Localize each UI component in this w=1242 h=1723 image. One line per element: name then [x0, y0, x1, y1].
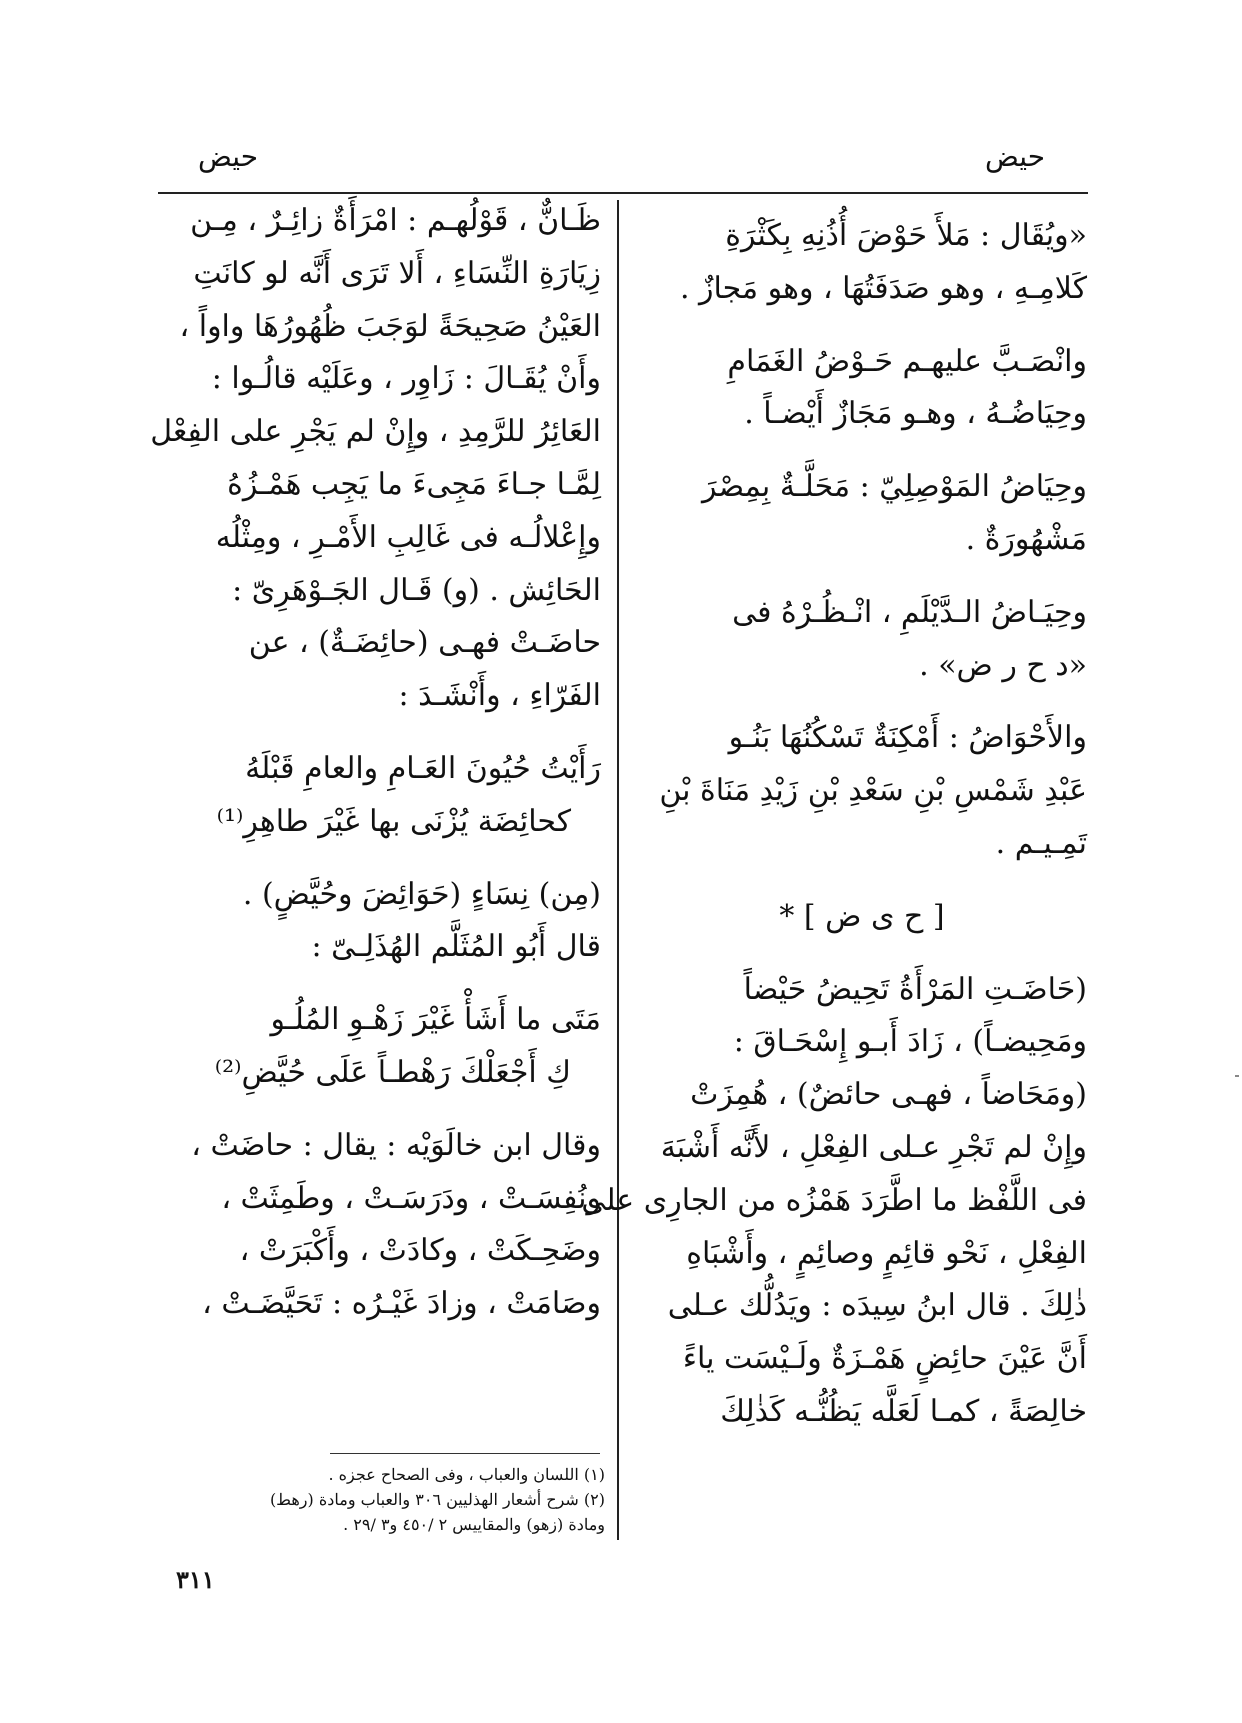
text-line: خالِصَةً ، كمـا لَعَلَّه يَظُنُّـه كَذٰلِكَ	[720, 1393, 1087, 1429]
text-line: ونُفِسَـتْ ، ودَرَسَـتْ ، وطَمِثَتْ ،	[221, 1180, 601, 1216]
text-line: العَائِرُ للرَّمِدِ ، وإِنْ لم يَجْرِ على الفِعْل	[150, 414, 601, 450]
text-line: ومَحِيضـاً) ، زَادَ أَبـو إِسْحَـاقَ :	[733, 1024, 1087, 1060]
text-line: وقال ابن خالَوَيْه : يقال : حاضَتْ ،	[191, 1127, 601, 1163]
page-number: ٣١١	[176, 1565, 215, 1594]
paragraph-gap	[637, 871, 1087, 891]
text-line: الفِعْلِ ، نَحْو قائِمٍ وصائِمٍ ، وأَشْبَاهِ	[686, 1235, 1087, 1271]
paragraph-gap	[146, 1100, 601, 1120]
column-divider	[617, 200, 619, 1540]
right-column	[581, 210, 1087, 1439]
paragraph-gap	[637, 567, 1087, 587]
text-line: ذٰلِكَ . قال ابنُ سِيدَه : ويَدُلُّك عـلى	[667, 1288, 1087, 1324]
text-line: «ويُقَال : مَلأَ حَوْضَ أُذُنِهِ بِكَثْرَةِ	[725, 218, 1087, 253]
footnote: (١) اللسان والعباب ، وفى الصحاح عجزه .	[328, 1465, 605, 1484]
text-line: وإِعْلالُـه فى غَالِبِ الأَمْـرِ ، ومِثْلُه	[215, 519, 601, 555]
verse-line: كِ أَجْعَلْكَ رَهْطـاً عَلَى حُيَّضِ⁽²⁾	[214, 1054, 571, 1090]
footnote: (٢) شرح أشعار الهذليين ٣٠٦ والعباب ومادة (رهط)	[269, 1490, 605, 1509]
text-line: لِمَّـا جـاءَ مَجِىءَ ما يَجِب هَمْـزُهُ	[227, 466, 601, 502]
verse-line: كحائِضَة يُزْنَى بها غَيْرَ طاهِرِ⁽¹⁾	[216, 803, 571, 839]
text-line: (حَاضَـتِ المَرْأَةُ تَحِيضُ حَيْضاً	[743, 971, 1087, 1007]
page-header-right: حيض	[985, 140, 1046, 173]
header-rule	[158, 192, 1088, 194]
text-line: الفَرّاءِ ، وأَنْشَـدَ :	[398, 678, 601, 714]
text-line: حاضَـتْ فهـى (حائِضَـةٌ) ، عن	[248, 625, 601, 661]
text-line: وإِنْ لم تَجْرِ عـلى الفِعْلِ ، لأَنَّه أَشْبَهَ	[660, 1129, 1087, 1165]
text-line: وحِيَـاضُ الـدَّيْلَمِ ، انْـظُـرْهُ فى	[732, 594, 1087, 630]
margin-mark	[1235, 1075, 1239, 1077]
text-line: قال أَبُو المُثَلَّم الهُذَلِـىّ :	[311, 929, 601, 965]
text-line: (مِن) نِسَاءٍ (حَوَائِضَ وحُيَّضٍ) .	[242, 876, 601, 912]
page-header-left: حيض	[198, 140, 259, 173]
paragraph-gap	[637, 692, 1087, 712]
paragraph-gap	[146, 974, 601, 994]
text-line: وانْصَـبَّ عليهـم حَـوْضُ الغَمَامِ	[727, 343, 1087, 379]
text-line: وحِيَاضُ المَوْصِلِيّ : مَحَلَّـةٌ بِمِصْرَ	[702, 469, 1087, 505]
text-line: وصَامَتْ ، وزادَ غَيْـرُه : تَحَيَّضَـتْ ،	[202, 1286, 601, 1322]
verse-line: مَتَى ما أَشَأْ غَيْرَ زَهْـوِ المُلُـو	[270, 1002, 601, 1038]
footnote: ومادة (زهو) والمقاييس ٢ /٤٥٠ و٣ /٢٩ .	[343, 1515, 605, 1534]
footnotes	[175, 1462, 605, 1537]
paragraph-gap	[637, 316, 1087, 336]
text-line: ظَـانٌّ ، قَوْلُهـم : امْرَأَةٌ زائِـرٌ ، مِـن	[190, 203, 601, 238]
text-line: فى اللَّفْظ ما اطَّرَدَ هَمْزُه من الجارِى على	[581, 1182, 1087, 1218]
paragraph-gap	[637, 441, 1087, 461]
text-line: الحَائِش . (و) قَـال الجَـوْهَرِىّ :	[232, 572, 601, 608]
paragraph-gap	[146, 723, 601, 743]
text-line: العَيْنُ صَحِيحَةً لوَجَبَ ظُهُورُهَا واواً ،	[179, 308, 601, 344]
paragraph-gap	[146, 849, 601, 869]
text-line: (ومَحَاضاً ، فهـى حائضٌ) ، هُمِزَتْ	[690, 1077, 1087, 1113]
text-line: تَمِـيـم .	[995, 825, 1087, 861]
footnote-rule	[330, 1453, 600, 1454]
text-line: مَشْهُورَةٌ .	[965, 521, 1087, 557]
text-line: وأَنْ يُقَـالَ : زَاوِر ، وعَلَيْه قالُـوا :	[211, 361, 601, 397]
text-line: وحِيَاضُـهُ ، وهـو مَجَازٌ أَيْضـاً .	[744, 396, 1087, 432]
verse-line: رَأَيْتُ حُيُونَ العَـامِ والعامِ قَبْلَهُ	[245, 750, 601, 786]
paragraph-gap	[637, 944, 1087, 964]
text-line: عَبْدِ شَمْسِ بْنِ سَعْدِ بْنِ زَيْدِ مَنَاةَ بْنِ	[659, 773, 1087, 809]
text-line: وضَحِـكَتْ ، وكادَتْ ، وأَكْبَرَتْ ،	[239, 1233, 601, 1269]
left-column	[146, 195, 601, 1331]
section-heading: [ ح ى ض ] *	[779, 898, 945, 934]
text-line: «د ح ر ض» .	[919, 647, 1087, 683]
text-line: والأَحْوَاضُ : أَمْكِنَةٌ تَسْكُنُهَا بَنُـو	[728, 720, 1087, 756]
text-line: كَلامِـهِ ، وهو صَدَفَتُهَا ، وهو مَجازٌ .	[679, 270, 1087, 306]
text-line: أَنَّ عَيْنَ حائِضٍ هَمْـزَةٌ ولَـيْسَت ياءً	[682, 1341, 1087, 1377]
text-line: زِيَارَةِ النِّسَاءِ ، أَلا تَرَى أَنَّه لو كانَتِ	[193, 255, 601, 291]
